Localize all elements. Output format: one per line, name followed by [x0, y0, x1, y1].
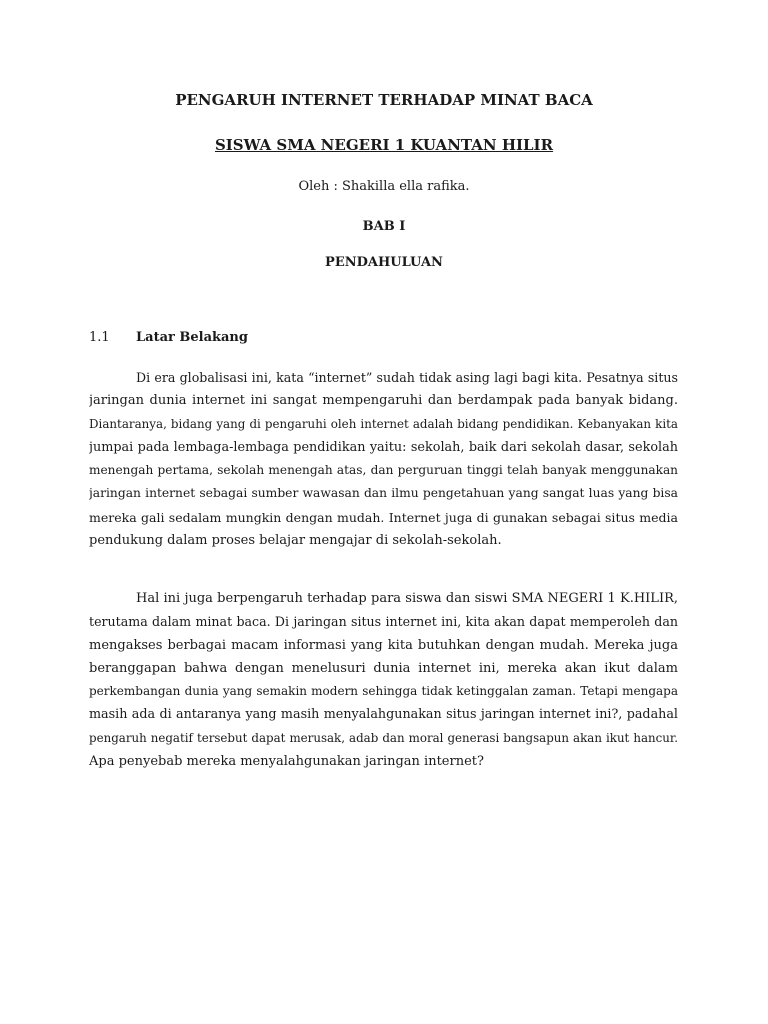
section-title: Latar Belakang [136, 330, 248, 345]
paragraph-line: Di era globalisasi ini, kata “internet” sudah tidak asing lagi bagi kita. Pesatnya situs [136, 370, 678, 385]
paragraph-line: menengah pertama, sekolah menengah atas, dan perguruan tinggi telah banyak menggunakan [89, 463, 678, 478]
paragraph-line: Diantaranya, bidang yang di pengaruhi oleh internet adalah bidang pendidikan. Kebanyakan kita [89, 416, 678, 431]
author-line: Oleh : Shakilla ella rafika. [298, 179, 470, 194]
paragraph-2 [89, 587, 678, 773]
paragraph-line: Apa penyebab mereka menyalahgunakan jaringan internet? [89, 754, 484, 770]
paragraph-line: jaringan dunia internet ini sangat mempengaruhi dan berdampak pada banyak bidang. [89, 393, 678, 409]
paragraph-line: perkembangan dunia yang semakin modern sehingga tidak ketinggalan zaman. Tetapi mengapa [89, 684, 678, 699]
section-heading [89, 330, 248, 345]
paragraph-line: mereka gali sedalam mungkin dengan mudah. Internet juga di gunakan sebagai situs media [89, 509, 678, 525]
paragraph-line: Hal ini juga berpengaruh terhadap para siswa dan siswi SMA NEGERI 1 K.HILIR, [136, 591, 678, 606]
chapter-number: BAB I [362, 219, 406, 234]
paragraph-line: jaringan internet sebagai sumber wawasan dan ilmu pengetahuan yang sangat luas yang bisa [89, 486, 678, 501]
paragraph-line: masih ada di antaranya yang masih menyalahgunakan situs jaringan internet ini?, padahal [89, 707, 678, 723]
paragraph-line: pendukung dalam proses belajar mengajar di sekolah-sekolah. [89, 533, 502, 549]
paragraph-line: beranggapan bahwa dengan menelusuri dunia internet ini, mereka akan ikut dalam [89, 660, 678, 676]
paragraph-line: terutama dalam minat baca. Di jaringan situs internet ini, kita akan dapat memperoleh dan [89, 614, 678, 630]
section-number: 1.1 [89, 330, 110, 345]
chapter-title: PENDAHULUAN [325, 255, 443, 270]
paragraph-line: pengaruh negatif tersebut dapat merusak, adab dan moral generasi bangsapun akan ikut hancur. [89, 730, 678, 745]
paragraph-line: mengakses berbagai macam informasi yang kita butuhkan dengan mudah. Mereka juga [89, 637, 678, 653]
paragraph-line: jumpai pada lembaga-lembaga pendidikan yaitu: sekolah, baik dari sekolah dasar, sekolah [89, 439, 678, 455]
paragraph-1 [89, 366, 678, 552]
document-subtitle: SISWA SMA NEGERI 1 KUANTAN HILIR [214, 136, 554, 154]
document-title: PENGARUH INTERNET TERHADAP MINAT BACA [175, 91, 593, 109]
